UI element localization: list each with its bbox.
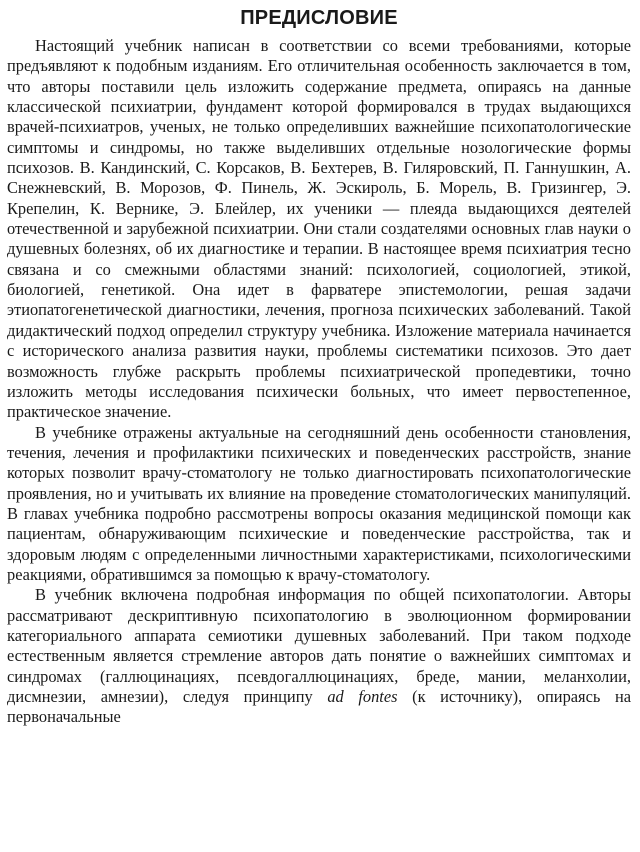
- paragraph-3-text-before: В учебник включена подробная информация по общей психопатологии. Авторы рассматривают дескриптивную психопатологию в эволюционном формировании категориального аппарата семиотики душевных заболеваний. При таком подходе естественным является стремление авторов дать понятие о важнейших симптомах и синдромах (галлюцинациях, псевдогаллюцинациях, бреде, мании, меланхолии, дисмнезии, амнезии), следуя принципу: [7, 585, 631, 706]
- latin-phrase: ad fontes: [327, 687, 398, 706]
- paragraph-1: Настоящий учебник написан в соответствии со всеми требованиями, которые предъявляют к подобным изданиям. Его отличительная особенность заключается в том, что авторы поставили цель изложить содержание предмета, опираясь на данные классической психиатрии, фундамент которой формировался в трудах выдающихся врачей-психиатров, ученых, не только определивших важнейшие психопатологические симптомы и синдромы, но также выделивших отдельные нозологические формы психозов. В. Кандинский, С. Корсаков, В. Бехтерев, В. Гиляровский, П. Ганнушкин, А. Снежневский, В. Морозов, Ф. Пинель, Ж. Эскироль, Б. Морель, В. Гризингер, Э. Крепелин, К. Вернике, Э. Блейлер, их ученики — плеяда выдающихся деятелей отечественной и зарубежной психиатрии. Они стали создателями основных глав науки о душевных болезнях, об их диагностике и терапии. В настоящее время психиатрия тесно связана и со смежными областями знаний: психологией, социологией, этикой, биологией, генетикой. Она идет в фарватере эпистемологии, решая задачи этиопатогенетической диагностики, лечения, прогноза психических заболеваний. Такой дидактический подход определил структуру учебника. Изложение материала начинается с исторического анализа развития науки, проблемы систематики психозов. Это дает возможность глубже раскрыть проблемы психиатрической пропедевтики, точно изложить методы исследования психически больных, что имеет первостепенное, практическое значение.: [7, 36, 631, 422]
- paragraph-3: [7, 585, 631, 727]
- paragraph-2: В учебнике отражены актуальные на сегодняшний день особенности становления, течения, лечения и профилактики психических и поведенческих расстройств, знание которых позволит врачу-стоматологу не только диагностировать психопатологические проявления, но и учитывать их влияние на проведение стоматологических манипуляций. В главах учебника подробно рассмотрены вопросы оказания медицинской помощи как пациентам, обнаруживающим психические и поведенческие расстройства, так и здоровым людям с определенными личностными характеристиками, психологическими реакциями, обратившимся за помощью к врачу-стоматологу.: [7, 422, 631, 584]
- page-title: ПРЕДИСЛОВИЕ: [240, 7, 398, 29]
- body-text: [7, 36, 631, 728]
- paragraph-3-text-after: (к источнику), опираясь на первоначальные: [7, 687, 631, 727]
